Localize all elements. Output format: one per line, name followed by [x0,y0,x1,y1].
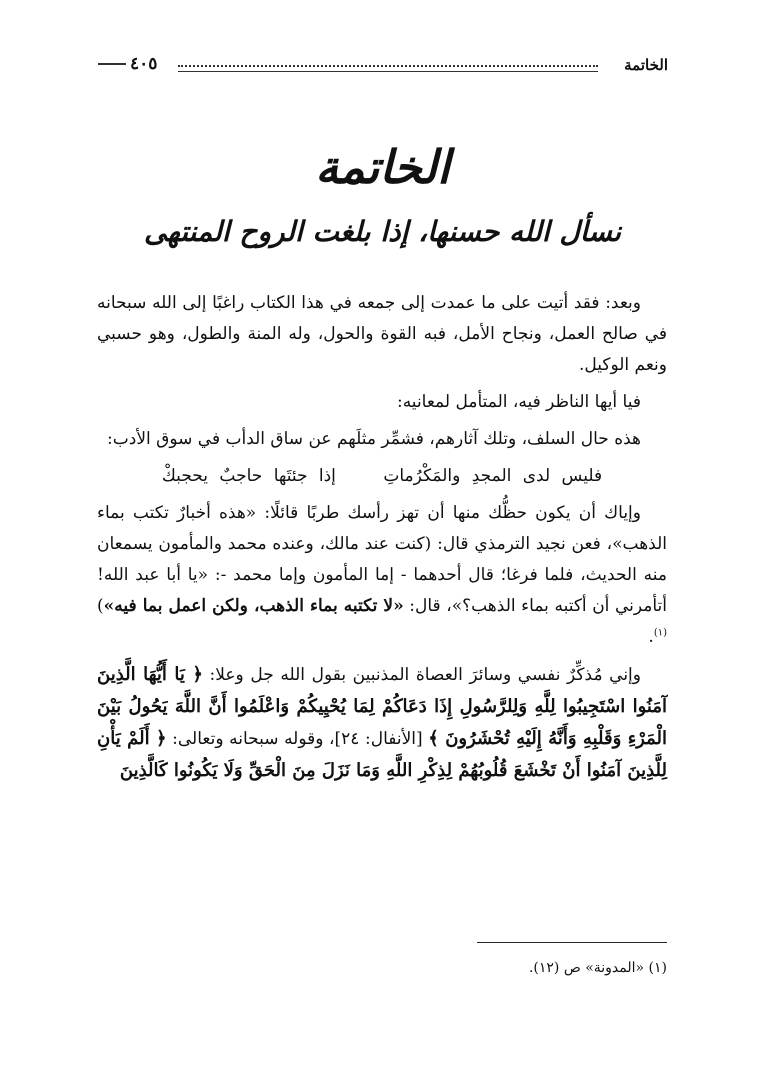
paragraph-address: فيا أيها الناظر فيه، المتأمل لمعانيه: [396,392,641,412]
header-solid-rule [178,71,598,72]
chapter-title: الخاتمة [315,140,450,194]
body-text [97,288,667,793]
reminder-mid: [الأنفال: ٢٤]، وقوله سبحانه وتعالى: [166,729,429,749]
malik-story-tail: . [648,627,654,647]
footnote-marker[interactable]: (١) [653,627,667,639]
malik-story-text: وإياك أن يكون حظُّك منها أن تهز رأسك طربًا قائلًا: «هذه أخبارٌ تكتب بماء الذهب»، فعن نجيد الترمذي قال: (كنت عند مالك، وعنده محمد والمأمون يسمعان منه الحديث، فلما فرغا؛ قال أحدهما - إما المأمون وإما محمد -: «يا أبا عبد الله! أتأمرني أن أكتبه بماء الذهب؟»، قال: [97,503,667,616]
footnote: (١) «المدونة» ص (١٢). [528,960,667,976]
paragraph-intro: وبعد: فقد أتيت على ما عمدت إلى جمعه في هذا الكتاب راغبًا إلى الله سبحانه في صالح العمل، ونجاح الأمل، فبه القوة والحول، وله المنة والطول، وهو حسبي ونعم الوكيل. [97,293,667,375]
chapter-subtitle: نسأل الله حسنها، إذا بلغت الروح المنتهى [143,215,622,248]
paragraph-malik-story [97,498,667,653]
paragraph-reminder [97,659,667,787]
poetry-verse [97,461,667,492]
page-number-value: ٤٠٥ [130,54,158,74]
footnote-separator [477,942,667,943]
malik-story-close: ) [97,596,104,616]
malik-quote: «لا تكتبه بماء الذهب، ولكن اعمل بما فيه» [103,596,404,616]
paragraph-salaf: هذه حال السلف، وتلك آثارهم، فشمِّر مثلَهم عن ساق الدأب في سوق الأدب: [107,429,641,449]
page-number-dash [98,63,126,65]
page-number [98,54,157,74]
reminder-text: وإني مُذكِّرٌ نفسي وسائرَ العصاة المذنبين بقول الله جل وعلا: [202,665,641,685]
header-dotted-rule [178,65,598,67]
verse-second-hemistich: إذا جئتَها حاجبٌ يحجبكْ [161,466,336,486]
running-header [98,56,668,86]
quran-verse-anfal: ﴿ يَا أَيُّهَا الَّذِينَ آمَنُوا اسْتَجِيبُوا لِلَّهِ وَلِلرَّسُولِ إِذَا دَعَاكُمْ لِمَا يُحْيِيكُمْ وَاعْلَمُوا أَنَّ اللَّهَ يَحُولُ بَيْنَ الْمَرْءِ وَقَلْبِهِ وَأَنَّهُ إِلَيْهِ تُحْشَرُونَ ﴾ [97,664,667,749]
running-header-title: الخاتمة [624,56,668,74]
quran-verse-hadid: ﴿ أَلَمْ يَأْنِ لِلَّذِينَ آمَنُوا أَنْ تَخْشَعَ قُلُوبُهُمْ لِذِكْرِ اللَّهِ وَمَا نَزَلَ مِنَ الْحَقِّ وَلَا يَكُونُوا كَالَّذِينَ [97,728,667,781]
verse-first-hemistich: فليس لدى المجدِ والمَكْرُماتِ [383,466,603,486]
